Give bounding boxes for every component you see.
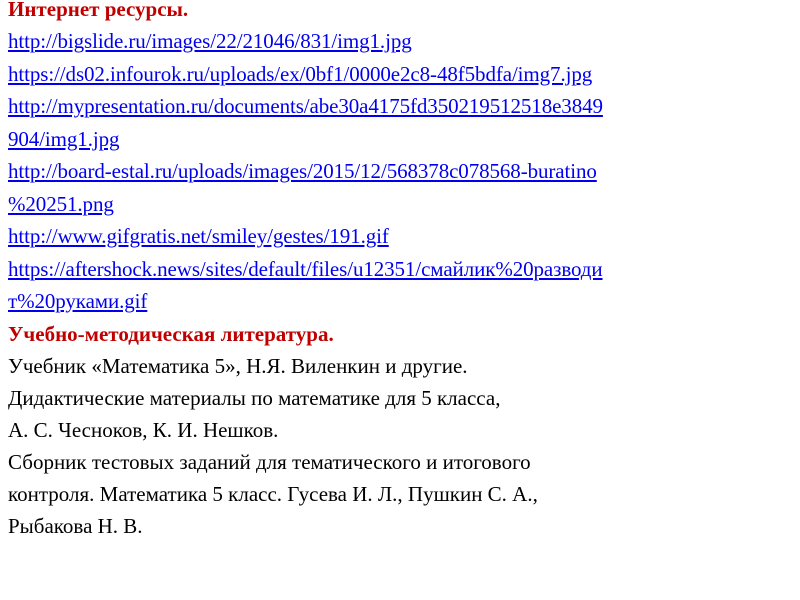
literature-line: Учебник «Математика 5», Н.Я. Виленкин и другие. — [8, 353, 468, 378]
literature-line: контроля. Математика 5 класс. Гусева И. Л., Пушкин С. А., — [8, 481, 538, 506]
link-infourok[interactable]: https://ds02.infourok.ru/uploads/ex/0bf1/0000e2c8-48f5bdfa/img7.jpg — [8, 61, 593, 86]
link-gifgratis[interactable]: http://www.gifgratis.net/smiley/gestes/191.gif — [8, 224, 389, 248]
literature-line: Сборник тестовых заданий для тематического и итогового — [8, 449, 531, 474]
internet-links-list — [8, 25, 800, 318]
literature-heading: Учебно-методическая литература. — [8, 321, 334, 346]
link-mypresentation-part1[interactable]: http://mypresentation.ru/documents/abe30a4175fd350219512518e3849 — [8, 94, 603, 118]
link-bigslide[interactable]: http://bigslide.ru/images/22/21046/831/img1.jpg — [8, 29, 412, 53]
literature-list — [8, 350, 800, 542]
literature-line: Дидактические материалы по математике для 5 класса, — [8, 385, 501, 410]
internet-resources-heading: Интернет ресурсы. — [8, 0, 189, 21]
link-aftershock-part2[interactable]: т%20руками.gif — [8, 289, 148, 313]
link-board-estal-part2[interactable]: %20251.png — [8, 191, 114, 216]
literature-line: А. С. Чесноков, К. И. Нешков. — [8, 417, 279, 442]
link-board-estal-part1[interactable]: http://board-estal.ru/uploads/images/2015/12/568378c078568-buratino — [8, 159, 597, 183]
literature-line: Рыбакова Н. В. — [8, 513, 143, 538]
link-aftershock-part1[interactable]: https://aftershock.news/sites/default/files/u12351/смайлик%20разводи — [8, 256, 603, 281]
link-mypresentation-part2[interactable]: 904/img1.jpg — [8, 126, 120, 151]
